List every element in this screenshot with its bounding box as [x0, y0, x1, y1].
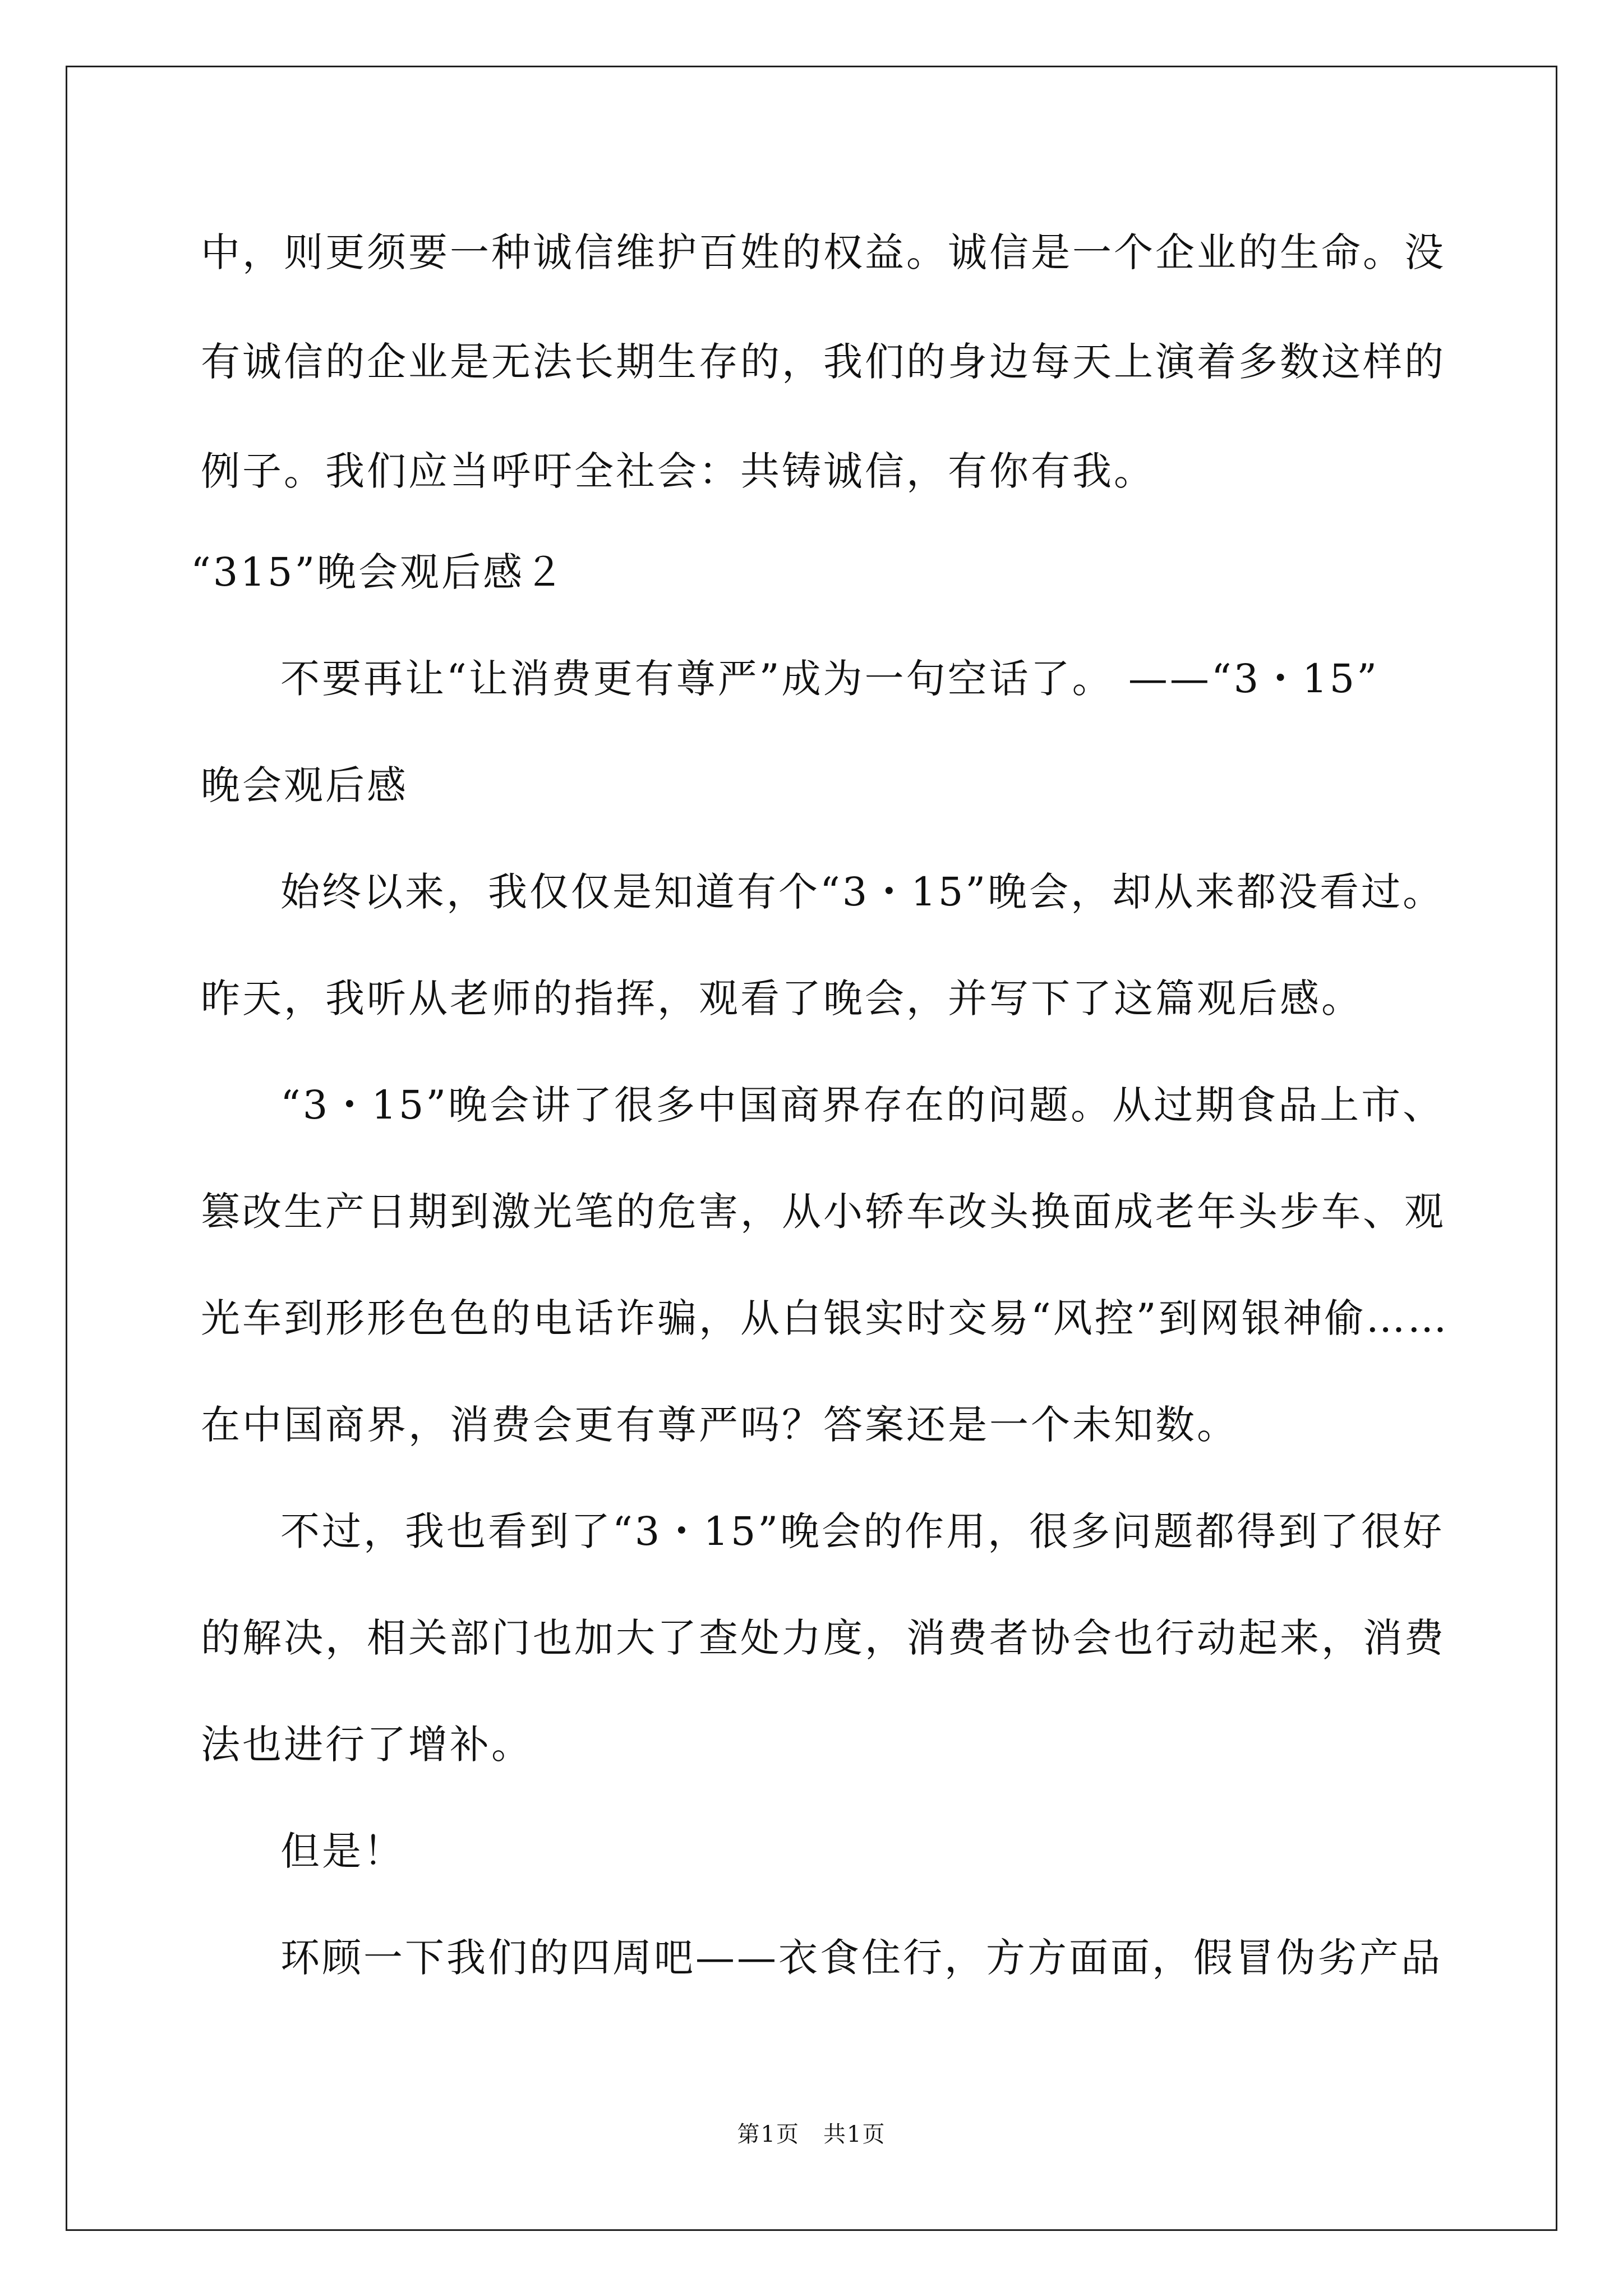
page-border — [66, 66, 1557, 2231]
section-heading: “315”晚会观后感２ — [191, 549, 566, 595]
page-footer: 第1页 共1页 — [737, 2122, 886, 2147]
body-line: 法也进行了增补。 — [201, 1722, 533, 1768]
body-line: 环顾一下我们的四周吧——衣食住行，方方面面，假冒伪劣产品 — [280, 1935, 1442, 1981]
body-line: 不过，我也看到了“3・15”晚会的作用，很多问题都得到了很好 — [280, 1508, 1445, 1554]
body-line: 但是！ — [280, 1828, 405, 1874]
body-line: 昨天，我听从老师的指挥，观看了晚会，并写下了这篇观后感。 — [201, 976, 1363, 1022]
body-line: 不要再让“让消费更有尊严”成为一句空话了。 ——“3・15” — [280, 656, 1380, 702]
body-line: “3・15”晚会讲了很多中国商界存在的问题。从过期食品上市、 — [280, 1082, 1445, 1128]
body-line: 始终以来，我仅仅是知道有个“3・15”晚会，却从来都没看过。 — [280, 869, 1445, 915]
body-line: 在中国商界，消费会更有尊严吗？答案还是一个未知数。 — [201, 1402, 1238, 1448]
body-line: 篡改生产日期到激光笔的危害，从小轿车改头换面成老年头步车、观 — [201, 1189, 1446, 1235]
body-line: 晚会观后感 — [201, 762, 408, 808]
body-line: 光车到形形色色的电话诈骗，从白银实时交易“风控”到网银神偷…… — [201, 1295, 1449, 1341]
body-line: 例子。我们应当呼吁全社会：共铸诚信，有你有我。 — [201, 448, 1155, 494]
body-line: 的解决，相关部门也加大了查处力度，消费者协会也行动起来，消费 — [201, 1615, 1446, 1661]
body-line: 有诚信的企业是无法长期生存的，我们的身边每天上演着多数这样的 — [201, 339, 1446, 385]
body-line: 中，则更须要一种诚信维护百姓的权益。诚信是一个企业的生命。没 — [201, 229, 1446, 275]
